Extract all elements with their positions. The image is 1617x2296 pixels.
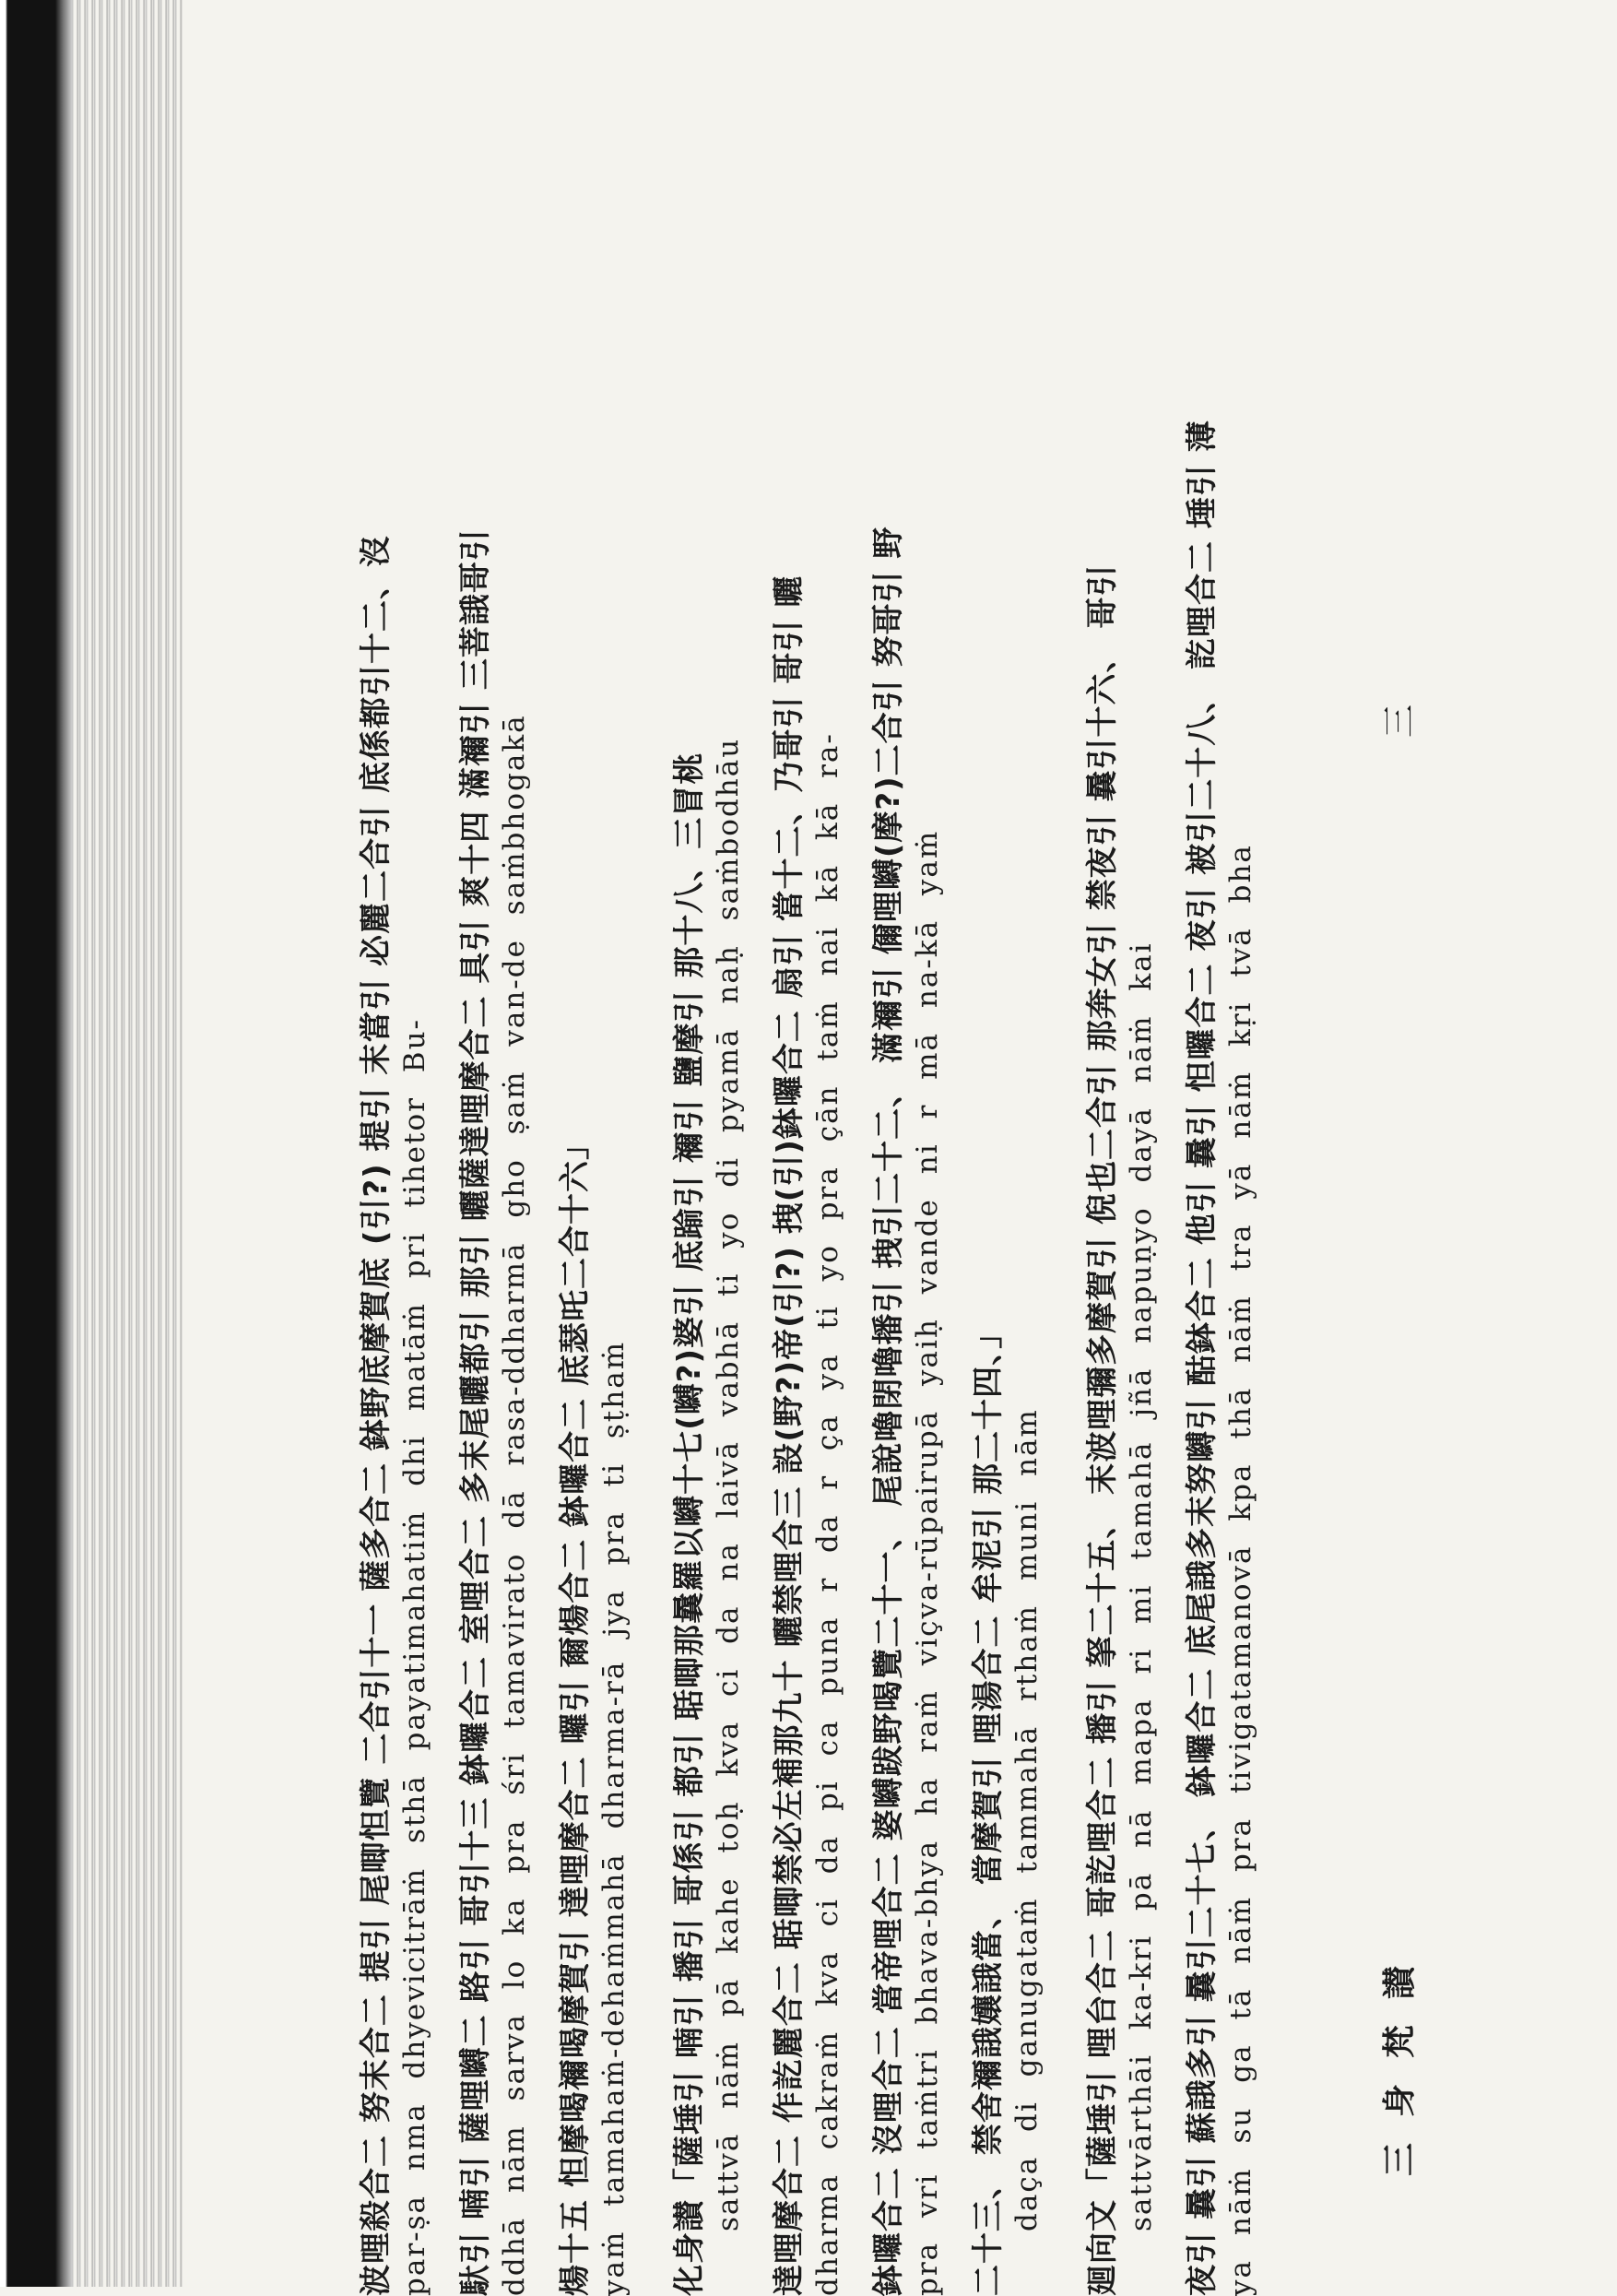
- text-line-5-cjk: 達哩摩合二 作訖麗合二 聒唧禁必左補那九十 曬禁哩合三 設(野?)帝(引?) 拽(引)鉢囉合二 扇引 當十二、乃哥引 哥引 曬: [771, 574, 808, 2296]
- text-line-7-cjk: 二十三、 禁舍禰誐孃誐當、 當摩賀引 哩湯合二 牟泥引 那二十四、」: [970, 1316, 1007, 2296]
- page-number: 三: [1381, 704, 1419, 738]
- text-line-9-transliteration: ya nāṁ su ga tā nāṁ pra tivigatamanovā kpa thā nāṁ tra yā nāṁ kṛi tvā bha: [1224, 844, 1257, 2296]
- text-line-6-transliteration: pra vri taṁtri bhava-bhya ha raṁ viçva-rūpairupā yaiḥ vande ni r mā na-kā yaṁ: [911, 829, 944, 2296]
- nirmanakaya-praise-heading-line: 化身讃「薩埵引 喃引 播引 哥係引 都引 聒唧那曩羅以嚩十七(嚩?)婆引 底踰引 禰引 鹽摩引 那十八、三冒桃: [671, 752, 708, 2296]
- text-line-6-cjk: 鉢囉合二 沒哩合二 當帝哩合二 婆嚩跋野喝覽二十一、 尾說嚕閉嚕播引 拽引二十二、 滿禰引 儞哩嚩(摩?)二合引 努哥引 野: [870, 526, 907, 2296]
- text-line-2-cjk: 馱引 喃引 薩哩嚩二 路引 哥引十三 鉢囉合二 室哩合二 多末尾曬都引 那引 曬薩達哩摩合二 具引 爽十四 滿禰引 三菩誐哥引: [457, 528, 494, 2296]
- dedication-heading-line: 廻向文「薩埵引 哩台合二 哥訖哩合二 播引 拏二十五、 末波哩彌多摩賀引 倪也二合引 那奔女引 禁夜引 曩引十六、 哥引: [1084, 563, 1121, 2296]
- text-line-5-transliteration: dharma cakraṁ kva ci da pi ca puna r da r ça ya ti yo pra çān taṁ nai kā kā ra-: [811, 732, 844, 2296]
- text-line-2-transliteration: ddhā nām sarva lo ka pra śri tamavirato dā rasa-ddharmā gho ṣaṁ van-de saṁbhogakā: [498, 714, 531, 2296]
- text-line-1-transliteration: par-ṣa nma dhyevicitrāṁ sthā payatimahatiṁ dhi matāṁ pri tihetor Bu-: [398, 1017, 431, 2296]
- book-spine-shadow: [0, 0, 72, 2287]
- page-edge-stripes: [72, 0, 183, 2287]
- rotated-page-content: [341, 420, 1617, 2296]
- text-line-7-transliteration: daça di ganugataṁ tammahā rthaṁ muni nām: [1010, 1408, 1044, 2231]
- page-footer-title: 三身梵讃: [1381, 1939, 1419, 2176]
- text-line-8-transliteration: sattvārthāi ka-kri pā nā mapa ri mi tamahā jñā napuṇyo dayā nāṁ kai: [1125, 941, 1158, 2231]
- text-line-3-cjk: 煬十五 怛摩喝禰喝摩賀引 達哩摩合二 囉引 爾煬合二 鉢囉合二 底瑟吒二合十六」: [557, 1127, 594, 2296]
- text-line-4-transliteration: sattvā nāṁ pā kahe toḥ kva ci da na laivā vabhā ti yo di pyamā naḥ saṁbodhāu: [712, 737, 745, 2231]
- text-line-9-cjk: 夜引 曩引 蘇誐多引 曩引二十七、 鉢囉合二 底尾誐多末努嚩引 酤鉢合二 他引 曩引 怛囉合二 夜引 被引二十八、 訖哩合二 埵引 薄: [1184, 420, 1221, 2296]
- text-line-1-cjk: 波哩殺合二 努末合二 提引 尾唧怛覽 二合引十一 薩多合二 鉢野底摩賀底 (引?) 提引 末當引 必麗二合引 底係都引十二、沒: [358, 534, 395, 2296]
- text-line-3-transliteration: yaṁ tamahaṁ-dehaṁmahā dharma-rā jya pra ti ṣṭhaṁ: [597, 1340, 631, 2296]
